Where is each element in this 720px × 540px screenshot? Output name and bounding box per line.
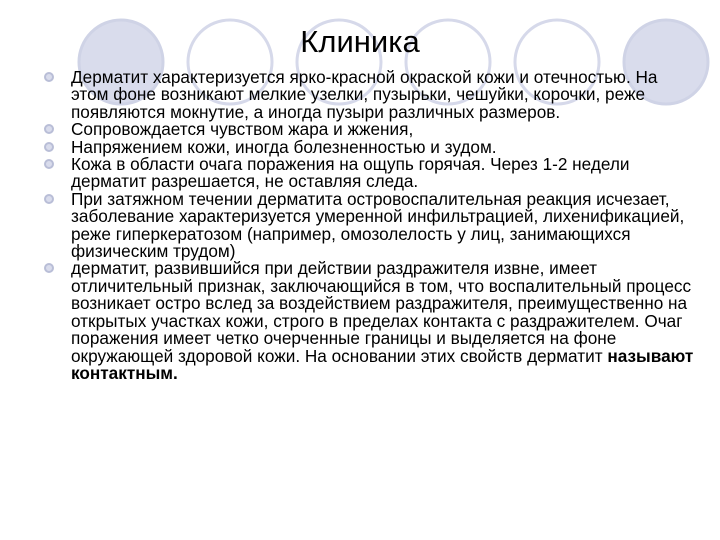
- bullet-list: [44, 69, 694, 382]
- bullet-circle-icon: [44, 159, 54, 169]
- bullet-circle-icon: [44, 194, 54, 204]
- bullet-item: [44, 69, 694, 121]
- bullet-circle-icon: [44, 124, 54, 134]
- bullet-text: Кожа в области очага поражения на ощупь горячая. Через 1-2 недели дерматит разрешается, не оставляя следа.: [71, 154, 630, 192]
- bullet-item: [44, 156, 694, 191]
- bullet-text: Сопровождается чувством жара и жжения,: [71, 119, 414, 140]
- bullet-text: Напряжением кожи, иногда болезненностью и зудом.: [71, 136, 497, 157]
- bullet-circle-icon: [44, 263, 54, 273]
- bullet-item: [44, 260, 694, 382]
- bullet-emphasis: называют контактным.: [71, 345, 694, 383]
- bullet-item: [44, 188, 694, 262]
- bullet-circle-icon: [44, 142, 54, 152]
- bullet-circle-icon: [44, 72, 54, 82]
- bullet-text: При затяжном течении дерматита островоспалительная реакция исчезает, заболевание характеризуется умеренной инфильтрацией, лихенификацией, реже гиперкератозом (например, омозолелость у лиц, занимающихся физическим трудом): [71, 188, 685, 262]
- bullet-text: Дерматит характеризуется ярко-красной окраской кожи и отечностью. На этом фоне возникают мелкие узелки, пузырьки, чешуйки, корочки, реже появляются мокнутие, а иногда пузыри различных размеров.: [71, 67, 658, 122]
- slide-title: Клиника: [300, 24, 420, 59]
- bullet-text: дерматит, развившийся при действии раздражителя извне, имеет отличительный признак, заключающийся в том, что воспалительный процесс возникает остро вслед за воздействием раздражителя, преимущественно на открытых участках кожи, строго в пределах контакта с раздражителем. Очаг поражения имеет четко очерченные границы и выделяется на фоне окружающей здоровой кожи. На основании этих свойств дерматит: [71, 258, 692, 366]
